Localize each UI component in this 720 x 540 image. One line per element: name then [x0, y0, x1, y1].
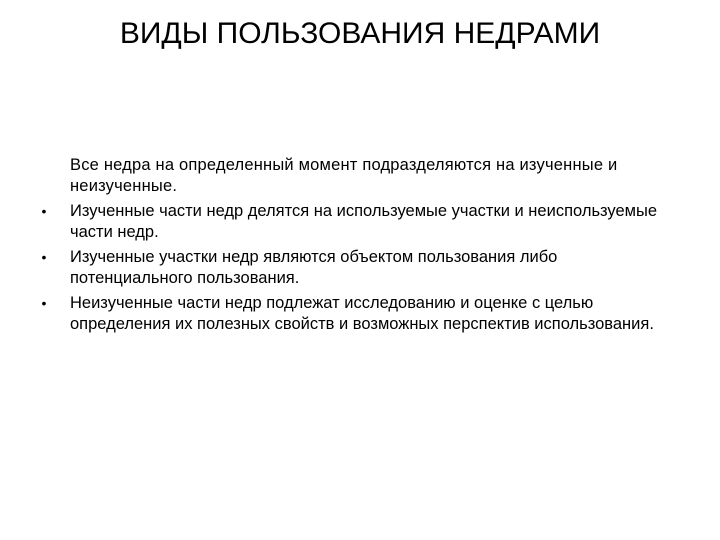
- bullet-item-2: [38, 247, 668, 289]
- slide-body: [38, 155, 668, 339]
- intro-paragraph: Все недра на определенный момент подразделяются на изученные и неизученные.: [70, 156, 618, 195]
- bullet-item-1: [38, 201, 668, 243]
- bullet-icon: •: [41, 249, 47, 265]
- bullet-text-3: Неизученные части недр подлежат исследованию и оценке с целью определения их полезных свойств и возможных перспектив использования.: [70, 294, 654, 333]
- bullet-icon: •: [41, 295, 47, 311]
- slide-title: ВИДЫ ПОЛЬЗОВАНИЯ НЕДРАМИ: [119, 17, 601, 50]
- bullet-icon: •: [41, 203, 47, 219]
- bullet-text-2: Изученные участки недр являются объектом пользования либо потенциального пользования.: [70, 248, 558, 287]
- bullet-item-3: [38, 293, 668, 335]
- bullet-text-1: Изученные части недр делятся на используемые участки и неиспользуемые части недр.: [70, 202, 658, 241]
